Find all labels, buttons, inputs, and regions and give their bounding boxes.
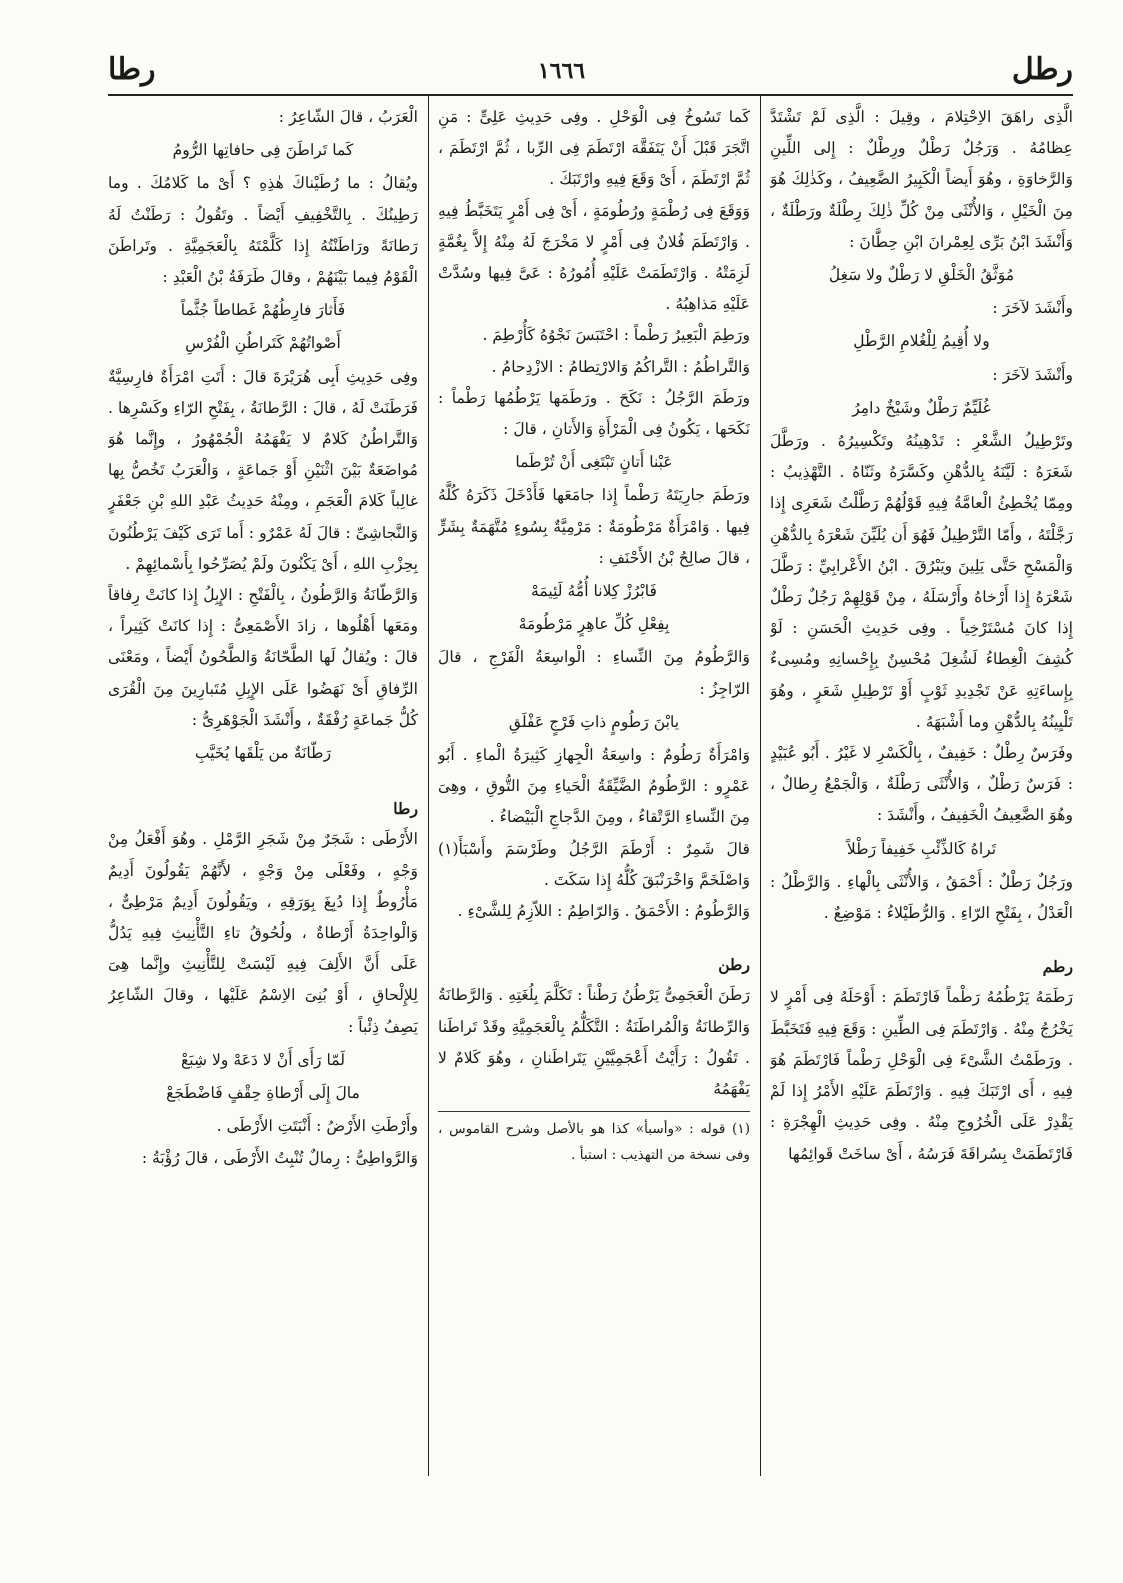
entry-paragraph: وأَرْطَتِ الأَرْضُ : أَنْبَتَتِ الأَرْطَى . [216, 1117, 418, 1136]
entry-separator [770, 929, 1073, 951]
entry-paragraph: ورَطِمَ الْبَعِيرُ رَطْماً : احْتَبَسَ نَجْوُهُ كَأُرْطِمَ . [482, 326, 750, 345]
column-divider-right [760, 96, 761, 1476]
entry-paragraph: قالَ شَمِرٌ : أَرْطَمَ الرَّجُلُ وطَرْسَمَ وأَسْبَأَ(١) وَاصْلَخَمَّ وَاخْرَنْبَقَ كُلُّهُ إِذا سَكَتَ . [438, 839, 750, 889]
entry-paragraph: وفَرَسٌ رِطْلٌ : خَفِيفٌ ، بِالْكَسْرِ لا غَيْرُ . أَبُو عُبَيْدٍ : فَرَسٌ رَطْلٌ ، وَالأُنْثَى رَطْلَةٌ ، وَالْجَمْعُ رِطالٌ ، وهُوَ الضَّعِيفُ الْخَفِيفُ ، وأَنْشَدَ : [770, 744, 1073, 825]
entry-paragraph: الَّذِى راهَقَ الاِحْتِلامَ ، وقِيلَ : الَّذِى لَمْ تَشْتَدَّ عِظامُهُ . وَرَجُلٌ رَطْلٌ ورِطْلٌ : إِلى اللِّينِ وَالرَّخاوَةِ ، وهُوَ أَيضاً الْكَبِيرُ الضَّعِيفُ ، وكَذٰلِكَ هُوَ مِنَ الْخَيْلِ ، وَالأُنْثَى مِنْ كُلِّ ذٰلِكَ رِطْلَةٌ ورَطْلَةٌ ، وَأَنْشَدَ ابْنُ بَرِّى لِعِمْرانَ ابْنِ حِطَّانَ : [770, 108, 1073, 251]
left-column [108, 102, 418, 1472]
entry-paragraph: وَالرَّطُومُ مِنَ النِّساءِ : الْواسِعَةُ الْفَرْجِ ، قالَ الرّاجِزُ : [438, 648, 750, 698]
footnote-rule [438, 1111, 750, 1112]
verse-line: فَابْرُزْ كِلانا أُمُّهُ لَئِيمَهْ [531, 582, 657, 601]
entry-paragraph: وفِى حَدِيثِ أَبِى هُرَيْرَةَ قالَ : أَتَتِ امْرَأَةٌ فارِسِيَّةٌ فَرَطَنَتْ لَهُ ، قالَ : الرَّطانَةُ ، بِفَتْحِ الرّاءِ وكَسْرِها . وَالتَّراطُنُ كَلامٌ لا يَفْهَمُهُ الْجُمْهُورُ ، وإِنَّما هُوَ مُواضَعَةٌ بَيْنَ اثْنَيْنِ أَوْ جَماعَةٍ ، وَالْعَرَبُ تَخُصُّ بِها غالِباً كَلامَ الْعَجَمِ ، ومِنْهُ حَدِيثُ عَبْدِ اللهِ بْنِ جَعْفَرٍ وَالنَّجاشِىِّ : قالَ لَهُ عَمْرٌو : أَما تَرَى كَيْفَ يَرْطُنُونَ بِحِزْبِ اللهِ ، أَىْ يَكْنُونَ ولَمْ يُصَرِّحُوا بِأَسْمائِهِمْ . [108, 367, 418, 573]
entry-paragraph: ويُقالُ : ما رُطَيْناكَ هٰذِهِ ؟ أَىْ ما كَلامُكَ . وما رَطِينُكَ . بِالتَّخْفِيفِ أَيْضاً . وتَقُولُ : رَطَنْتُ لَهُ رَطانَةً ورَاطَنْتُهُ إِذا كَلَّمْتَهُ بِالْعَجَمِيَّةِ . وتَراطَنَ الْقَوْمُ فِيما بَيْنَهُمْ ، وقالَ طَرَفَةُ بْنُ الْعَبْدِ : [108, 174, 418, 287]
entry-paragraph: كَما تَسُوخُ فِى الْوَحْلِ . وفِى حَدِيثِ عَلِىٍّ : مَنِ اتَّجَرَ قَبْلَ أَنْ يَتَفَقَّهَ ارْتَطَمَ فِى الرِّبا ، ثُمَّ ارْتَطَمَ ، ثُمَّ ارْتَطَمَ ، أَىْ وَقَعَ فِيهِ وارْتَبَكَ . [438, 108, 750, 189]
verse-line: بِفِعْلِ كُلِّ عاهِرٍ مَرْطُومَهْ [518, 615, 670, 634]
verse-line: لَمّا رَأَى أَنْ لا دَعَهْ ولا شِبَعْ [180, 1050, 346, 1069]
verse-line: ولا أُقِيمُ لِلْغُلامِ الرَّطْلِ [853, 332, 990, 351]
entry-paragraph: وَالرَّواطِىُّ : رِمالٌ تُنْبِتُ الأَرْطَى ، قالَ رُؤْبَةُ : [141, 1148, 418, 1167]
page-number: ١٦٦٦ [537, 58, 586, 84]
entry-paragraph: وَوَقَعَ فِى رُطْمَةٍ ورُطُومَةٍ ، أَىْ فِى أَمْرٍ يَتَخَبَّطُ فِيهِ . وَارْتَطَمَ فُلانٌ فِى أَمْرٍ لا مَخْرَجَ لَهُ مِنْهُ إِلاَّ بِغُمَّةٍ لَزِمَتْهُ . وَارْتَطَمَتْ عَلَيْهِ أُمُورُهُ : عَىَّ فِيها وسُدَّتْ عَلَيْهِ مَذاهِبُهُ . [438, 201, 750, 314]
entry-paragraph: الأَرْطَى : شَجَرٌ مِنْ شَجَرِ الرَّمْلِ . وهُوَ أَفْعَلُ مِنْ وَجْهٍ ، وفَعْلَى مِنْ وَجْهٍ ، لأَنَّهُمْ يَقُولُونَ أَدِيمٌ مَأْرُوطٌ إِذا دُبِغَ بِوَرَقِهِ ، ويَقُولُونَ أَدِيمٌ مَرْطِىٌّ ، وَالْواحِدَةُ أَرْطاةٌ ، ولُحُوقُ تاءِ التَّأْنِيثِ فِيهِ يَدُلُّ عَلَى أَنَّ الأَلِفَ فِيهِ لَيْسَتْ لِلتَّأْنِيثِ وإِنَّما هِىَ لِلإِلْحاقِ ، أَوْ بُنِىَ الاِسْمُ عَلَيْها ، وقالَ الشّاعِرُ يَصِفُ ذِئْباً : [108, 830, 418, 1036]
column-divider-left [428, 96, 429, 1476]
headword-ratn: رطن [718, 955, 750, 975]
entry-paragraph: الْعَرَبُ ، قالَ الشّاعِرُ : [278, 108, 418, 126]
verse-line: رَطّانَةٌ من يَلْقَها يُخَيَّبِ [194, 744, 332, 763]
entry-paragraph: وَالرَّطّانَةُ وَالرَّطُونُ ، بِالْفَتْحِ : الإِبِلُ إِذا كانَتْ رِفاقاً ومَعَها أَهْلُوها ، زادَ الأَصْمَعِىُّ : إِذا كانَتْ كَثِيراً ، قالَ : ويُقالُ لَها الطَّحّانَةُ وَالطَّحُونُ أَيْضاً ، ومَعْنَى الرِّفاقِ أَىْ نَهَضُوا عَلَى الإِبِلِ مُتَبارِينَ مِنَ الْقُرَى كُلُّ جَماعَةٍ رُفْقَةٌ ، وأَنْشَدَ الْجَوْهَرِىُّ : [108, 586, 418, 729]
headword-rata: رطا [393, 799, 418, 819]
entry-paragraph: ورَجُلٌ رَطْلٌ : أَحْمَقُ ، وَالأُنْثَى بِالْهاءِ . وَالرَّطْلُ : الْعَدْلُ ، بِفَتْحِ الرّاءِ . وَالرُّطَيْلاءُ : مَوْضِعٌ . [770, 872, 1073, 923]
middle-column [438, 102, 750, 1472]
footnote: (١) قوله : «وأسبأ» كذا هو بالأصل وشرح القاموس ، وفى نسخة من التهذيب : استبأ . [438, 1121, 750, 1164]
verse-line: يابْنَ رَطُومٍ ذاتِ فَرْجٍ عَفْلَقِ [508, 712, 680, 731]
entry-paragraph: وأَنْشَدَ لآخَرَ : [992, 365, 1073, 384]
header-right-word: رطل [1011, 52, 1073, 87]
entry-paragraph: ورَطَمَ جارِيَتَهُ رَطْماً إِذا جامَعَها فَأَدْخَلَ ذَكَرَهُ كُلَّهُ فِيها . وَامْرَأَةٌ مَرْطُومَةٌ : مَرْمِيَّةٌ بِسُوءٍ مُتَّهَمَةٌ بِشَرٍّ ، قالَ صالِحُ بْنُ الأَحْنَفِ : [438, 486, 750, 567]
entry-separator [438, 927, 750, 949]
entry-paragraph: ورَطَمَ الرَّجُلُ : نَكَحَ . ورَطَمَها يَرْطُمُها رَطْماً : نَكَحَها ، يَكُونُ فِى الْمَرْأَةِ وَالأَتانِ ، قالَ : [438, 388, 750, 439]
verse-line: كَما تَراطَنَ فِى حافاتِها الرُّومُ [172, 141, 354, 160]
verse-line: مالَ إِلَى أَرْطاةِ حِقْفٍ فَاضْطَجَعْ [166, 1084, 360, 1103]
entry-paragraph: وتَرْطِيلُ الشَّعْرِ : تَدْهِينُهُ وتَكْسِيرُهُ . ورَطَّلَ شَعَرَهُ : لَيَّنَهُ بِالدُّهْنِ وكَسَّرَهُ وثَنّاهُ . التَّهْذِيبُ : ومِمّا يُخْطِئُ الْعامَّةُ فِيهِ قَوْلُهُمْ رَطَّلْتُ شَعَرِى إِذا رَجَّلْتَهُ ، وأَمّا التَّرْطِيلُ فَهُوَ أَن يُلَيِّنَ شَعْرَهُ بِالدُّهْنِ وَالْمَسْحِ حَتَّى يَلِينَ ويَبْرُقَ . ابْنُ الأَعْرابِيِّ : رَطَّلَ شَعْرَهُ إِذا أَرْخاهُ وأَرْسَلَهُ ، مِنْ قَوْلِهِمْ رَجُلٌ رَطْلٌ إِذا كانَ مُسْتَرْخِياً . وفِى حَدِيثِ الْحَسَنِ : لَوْ كُشِفَ الْغِطاءُ لَشُغِلَ مُحْسِنٌ بِإِحْسانِهِ ومُسِىءٌ بِإِساءَتِهِ عَنْ تَجْدِيدِ ثَوْبٍ أَوْ تَرْطِيلِ شَعَرٍ ، وهُوَ تَلْيِينُهُ بِالدُّهْنِ وما أَشْبَهَهُ . [770, 432, 1073, 731]
verse-line: تَراهُ كَالذِّئْبِ خَفِيفاً رَطْلاً [846, 839, 997, 858]
verse-line: فَأَثارَ فارِطُهُمْ غَطاطاً جُثَّماً [180, 301, 346, 320]
header-rule [108, 94, 1073, 96]
headword-ratm: رطم [1042, 957, 1073, 977]
entry-paragraph: رَطَمَهُ يَرْطُمُهُ رَطْماً فَارْتَطَمَ : أَوْحَلَهُ فِى أَمْرٍ لا يَخْرُجُ مِنْهُ . وَارْتَطَمَ فِى الطِّينِ : وَقَعَ فِيهِ فَتَخَبَّطَ . ورَطَمْتُ الشَّىْءَ فِى الْوَحْلِ رَطْماً فَارْتَطَمَ هُوَ فِيهِ ، أَى ارْتَبَكَ فِيهِ . وَارْتَطَمَ عَلَيْهِ الأَمْرُ إِذا لَمْ يَقْدِرْ عَلَى الْخُرُوجِ مِنْهُ . وفِى حَدِيثِ الْهِجْرَةِ : فَارْتَطَمَتْ بِسُراقَةَ فَرَسُهُ ، أَىْ ساخَتْ قَوائِمُها [770, 988, 1073, 1163]
verse-line: مُوَثَّقُ الْخَلْقِ لا رَطْلٌ ولا سَغِلُ [828, 266, 1015, 285]
entry-paragraph: وأَنْشَدَ لآخَرَ : [992, 299, 1073, 318]
verse-line: أَصْواتُهُمْ كَتَراطُنِ الْفُرْسِ [185, 334, 341, 353]
entry-paragraph: وَالتَّراطُمُ : التَّراكُمُ وَالارْتِطامُ : الازْدِحامُ . [491, 357, 750, 376]
header-left-word: رطا [108, 52, 156, 87]
entry-separator [108, 771, 418, 793]
right-column [770, 102, 1073, 1472]
verse-line: غُلَيِّمٌ رَطْلٌ وشَيْخٌ دامِرُ [852, 398, 991, 417]
entry-paragraph: وَالرَّطُومُ : الأَحْمَقُ . وَالرّاطِمُ : اللاّزِمُ لِلشَّىْءِ . [457, 902, 750, 921]
entry-paragraph: وَامْرَأَةٌ رَطُومٌ : واسِعَةُ الْجِهازِ كَثِيرَةُ الْماءِ . أَبُو عَمْرٍو : الرَّطُومُ الضَّيِّقَةُ الْحَياءِ مِنَ التُّوقِ ، وهِىَ مِنَ النِّساءِ الرَّتْقاءُ ، ومِنَ الدَّجاجِ الْبَيْضاءُ . [438, 746, 750, 827]
entry-paragraph: رَطَنَ الْعَجَمِىُّ يَرْطُنُ رَطْناً : تَكَلَّمَ بِلُغَتِهِ . وَالرَّطانَةُ وَالرِّطانَةُ وَالْمُراطَنَةُ : التَّكَلُّمُ بِالْعَجَمِيَّةِ وقَدْ تَراطَنا . تَقُولُ : رَأَيْتُ أَعْجَمِيَّيْنِ يَتَراطَنانِ ، وهُوَ كَلامٌ لا يَفْهَمُهُ [438, 986, 750, 1099]
verse-line: عَبْنا أَتانٍ تَبْتَغِى أَنْ تُرْطَما [515, 453, 673, 472]
